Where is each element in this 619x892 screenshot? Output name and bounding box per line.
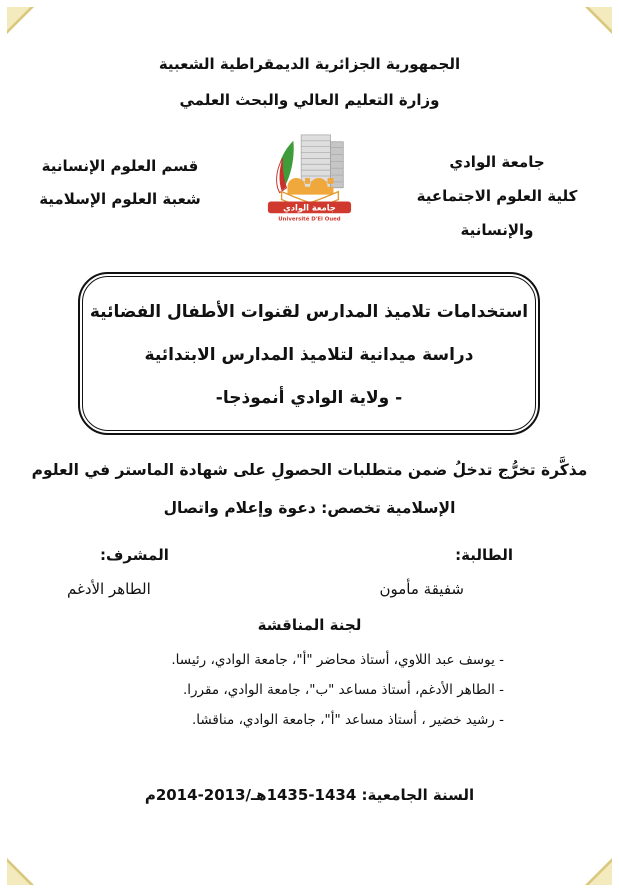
title-frame-inner xyxy=(82,276,536,431)
faculty-line2: والإنسانية xyxy=(460,221,534,239)
department-block xyxy=(6,150,234,216)
corner-ornament-bottom-left xyxy=(7,858,34,885)
student-name: شفيقة مأمون xyxy=(379,580,464,598)
committee-member: - يوسف عبد اللاوي، أستاذ محاضر "أ"، جامعة الوادي، رئيسا. xyxy=(171,652,504,668)
university-logo xyxy=(250,131,368,223)
logo-arabic-name: جامعة الوادي xyxy=(283,202,336,213)
supervisor-label: المشرف: xyxy=(100,546,169,564)
thesis-title-line3: - ولاية الوادي أنموذجا- xyxy=(215,388,403,408)
committee-list xyxy=(104,645,504,735)
student-label: الطالبة: xyxy=(455,546,513,564)
thesis-note-line2: الإسلامية تخصص: دعوة وإعلام واتصال xyxy=(163,499,456,517)
corner-ornament-bottom-right xyxy=(585,858,612,885)
committee-member: - الطاهر الأدغم، أستاذ مساعد "ب"، جامعة الوادي، مقررا. xyxy=(183,682,504,698)
corner-ornament-top-left xyxy=(7,7,34,34)
corner-ornament-top-right xyxy=(585,7,612,34)
supervisor-name: الطاهر الأدغم xyxy=(67,580,151,598)
logo-french-name: Université D'El Oued xyxy=(278,216,341,223)
committee-title: لجنة المناقشة xyxy=(257,616,362,634)
republic-line: الجمهورية الجزائرية الديمقراطية الشعبية xyxy=(158,55,461,73)
department-name: قسم العلوم الإنسانية xyxy=(41,157,199,175)
committee-member: - رشيد خضير ، أستاذ مساعد "أ"، جامعة الوادي، مناقشا. xyxy=(191,712,504,728)
thesis-note xyxy=(18,451,601,527)
faculty-line1: كلية العلوم الاجتماعية xyxy=(416,187,578,205)
thesis-title-line2: دراسة ميدانية لتلاميذ المدارس الابتدائية xyxy=(144,345,474,365)
university-logo-icon xyxy=(250,131,368,223)
title-frame xyxy=(78,272,540,435)
thesis-title-line1: استخدامات تلاميذ المدارس لقنوات الأطفال الفضائية xyxy=(89,302,529,322)
branch-name: شعبة العلوم الإسلامية xyxy=(39,190,201,208)
ministry-line: وزارة التعليم العالي والبحث العلمي xyxy=(179,91,440,109)
thesis-note-line1: مذكَّرة تخرُّج تدخلُ ضمن متطلبات الحصولِ على شهادة الماستر في العلوم xyxy=(31,461,588,479)
university-name: جامعة الوادي xyxy=(449,153,545,171)
university-block xyxy=(381,145,613,247)
academic-year: السنة الجامعية: 1434-1435هـ/2013-2014م xyxy=(144,786,475,804)
